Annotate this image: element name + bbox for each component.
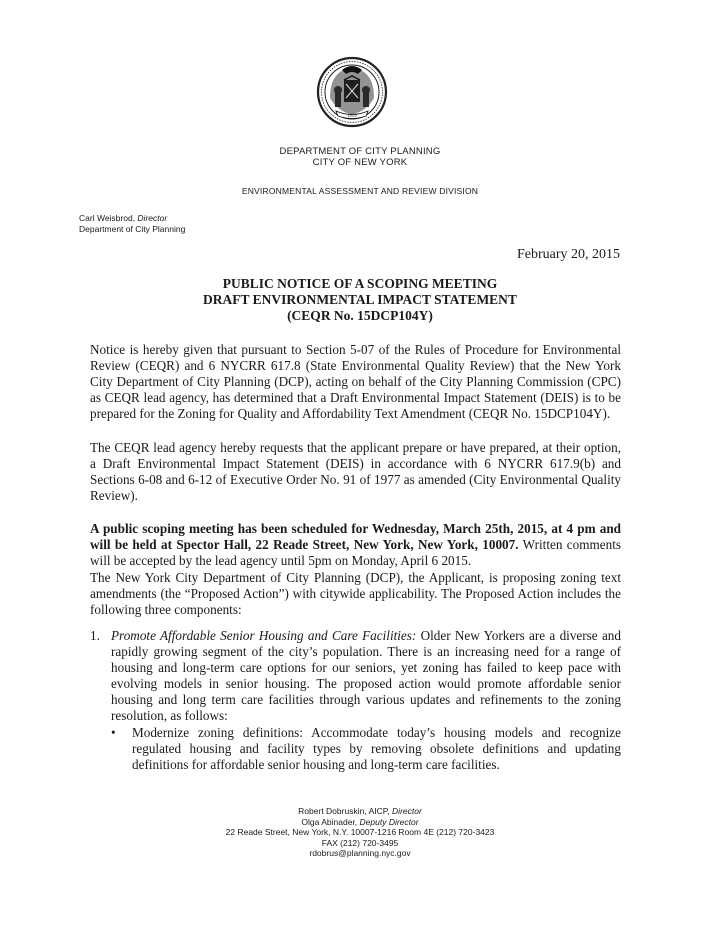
director-name: Carl Weisbrod, — [79, 213, 138, 223]
footer-director-name: Robert Dobruskin, AICP, — [298, 806, 393, 816]
paragraph-proposal: The New York City Department of City Planning (DCP), the Applicant, is proposing zoning text amendments (the “Proposed Action”) with citywide applicability. The Proposed Action includes the following three components: — [90, 570, 621, 617]
footer-address: 22 Reade Street, New York, N.Y. 10007-1216 Room 4E (212) 720-3423 — [225, 827, 495, 837]
paragraph-request: The CEQR lead agency hereby requests that the applicant prepare or have prepared, at their option, a Draft Environmental Impact Statement (DEIS) in accordance with 6 NYCRR 617.9(b) and Sections 6-08 and 6-12 of Executive Order No. 91 of 1977 as amended (City Environmental Quality Review). — [90, 440, 621, 503]
footer-director — [0, 806, 720, 817]
seal-year-text: 1625 — [347, 112, 357, 118]
director-department: Department of City Planning — [79, 224, 186, 234]
title-line-1: PUBLIC NOTICE OF A SCOPING MEETING — [222, 276, 498, 291]
components-list — [90, 628, 621, 773]
department-name: DEPARTMENT OF CITY PLANNING — [279, 146, 441, 157]
notice-title — [0, 276, 720, 324]
list-item-heading: Promote Affordable Senior Housing and Care Facilities: — [111, 628, 417, 643]
city-name: CITY OF NEW YORK — [312, 157, 408, 168]
list-item-text: Older New Yorkers are a diverse and rapidly growing segment of the city’s population. There is an increasing need for a range of housing and long-term care options for our seniors, yet zoning has failed to keep pace with evolving models in senior housing. The proposed action would promote affordable senior housing and long term care facilities through various updates and refinements to the zoning resolution, as follows: — [111, 628, 621, 723]
footer-director-title: Director — [392, 806, 422, 816]
footer-deputy-name: Olga Abinader, — [301, 816, 360, 827]
director-block — [79, 213, 185, 235]
notice-date: February 20, 2015 — [516, 247, 620, 262]
bullet-icon: • — [111, 725, 116, 740]
division-name: ENVIRONMENTAL ASSESSMENT AND REVIEW DIVISION — [241, 186, 479, 196]
paragraph-meeting — [90, 521, 621, 569]
meeting-details: A public scoping meeting has been scheduled for Wednesday, March 25th, 2015, at 4 pm and will be held at Spector Hall, 22 Reade Street, New York, New York, 10007. — [90, 521, 621, 552]
paragraph-notice: Notice is hereby given that pursuant to Section 5-07 of the Rules of Procedure for Environmental Review (CEQR) and 6 NYCRR 617.8 (State Environmental Quality Review) that the New York City Department of City Planning (DCP), acting on behalf of the City Planning Commission (CPC) as CEQR lead agency, has determined that a Draft Environmental Impact Statement (DEIS) is to be prepared for the Zoning for Quality and Affordability Text Amendment (CEQR No. 15DCP104Y). — [90, 342, 621, 421]
list-number: 1. — [90, 628, 100, 643]
title-line-3: (CEQR No. 15DCP104Y) — [287, 308, 433, 323]
director-line — [79, 213, 185, 224]
comments-deadline: Written comments will be accepted by the lead agency until 5pm on Monday, April 6 2015. — [90, 537, 621, 568]
director-title: Director — [137, 213, 168, 223]
footer-deputy-title: Deputy Director — [359, 816, 419, 827]
sub-list-item — [111, 725, 621, 773]
list-item — [111, 628, 621, 724]
title-line-2: DRAFT ENVIRONMENTAL IMPACT STATEMENT — [203, 292, 517, 307]
footer-deputy — [0, 817, 720, 828]
nyc-seal-icon — [316, 56, 388, 128]
footer-fax: FAX (212) 720-3495 — [321, 837, 399, 848]
footer-contact — [0, 806, 720, 859]
sub-list-item-text: Modernize zoning definitions: Accommodate today’s housing models and recognize regulated housing and facility types by removing obsolete definitions and updating definitions for affordable senior housing and long-term care facilities. — [132, 725, 621, 772]
footer-email: rdobrus@planning.nyc.gov — [309, 848, 411, 858]
